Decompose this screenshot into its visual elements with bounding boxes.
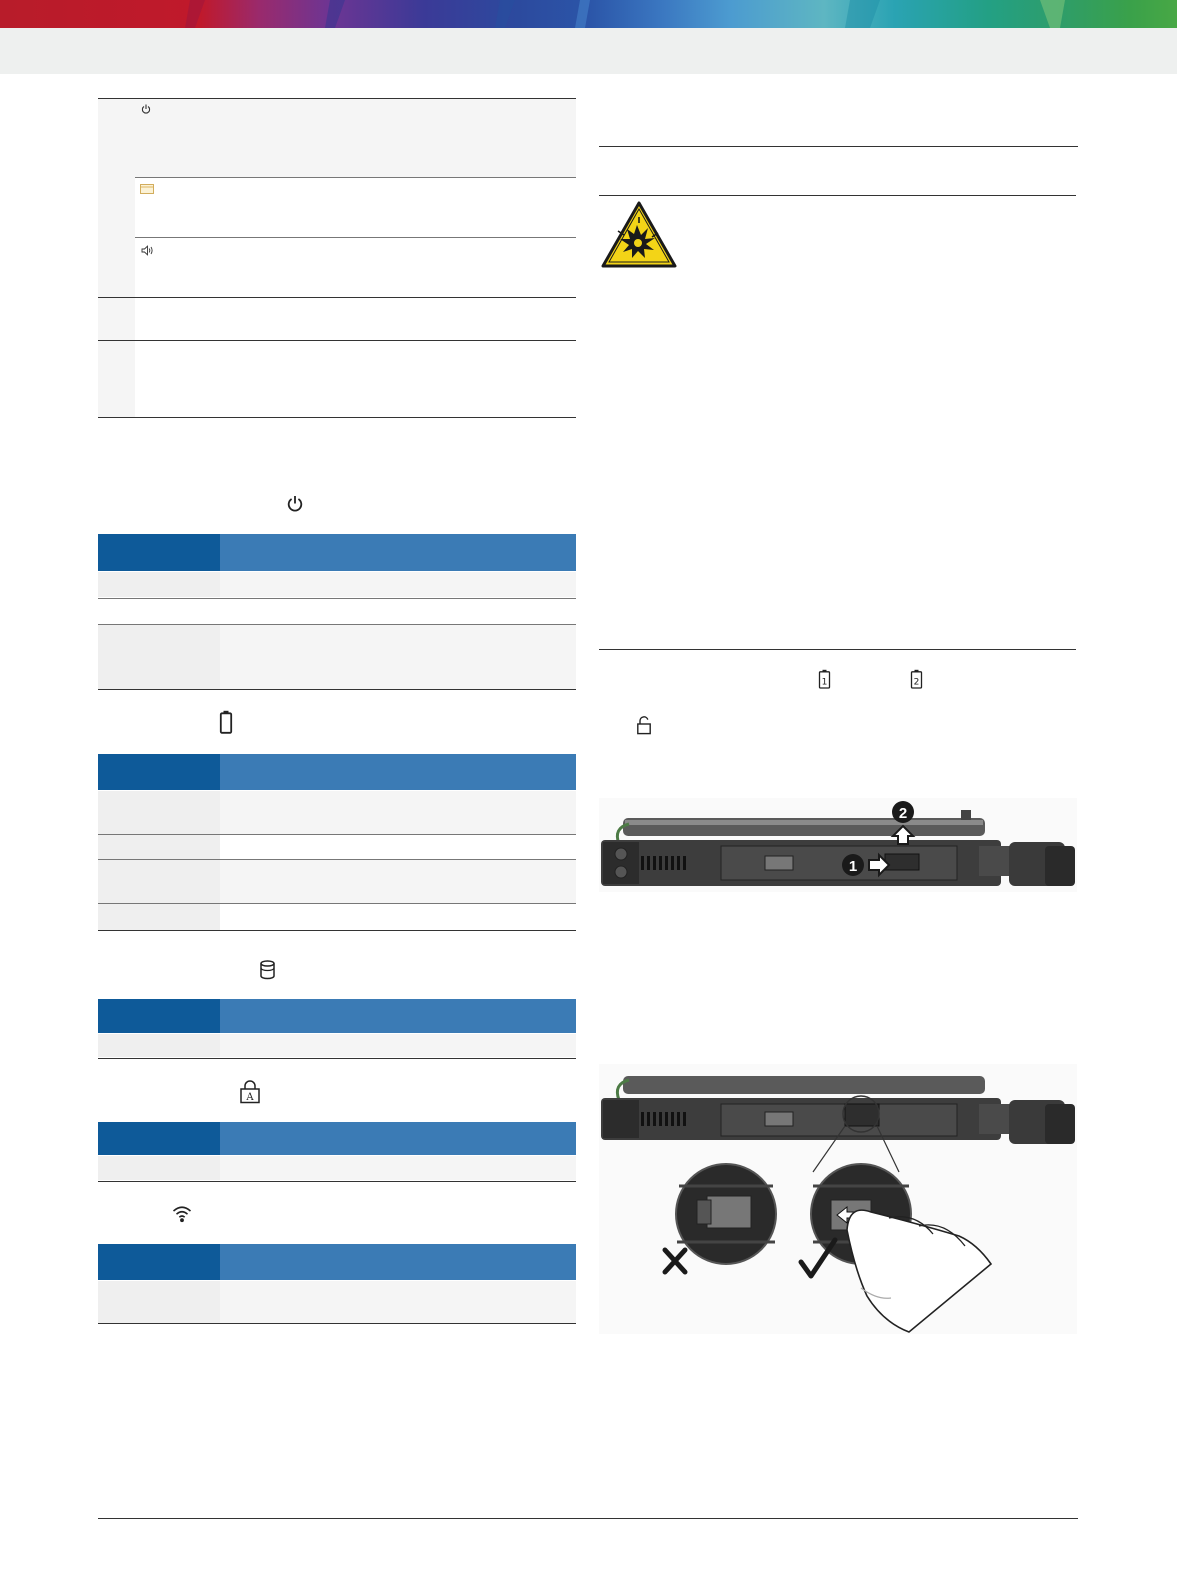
table-rule	[98, 930, 576, 931]
table-row-shade	[98, 298, 135, 340]
table-row-label-cell	[98, 835, 220, 859]
table-row-label-cell	[98, 1281, 220, 1323]
table-header-col2	[220, 999, 576, 1033]
table-header-col2	[220, 1244, 576, 1280]
step-1-label: 1	[848, 858, 858, 875]
svg-text:2: 2	[913, 677, 920, 688]
section-rule	[599, 146, 1078, 147]
table-rule	[98, 417, 576, 418]
header-bar	[0, 28, 1177, 74]
table-rule	[98, 598, 576, 599]
caps-lock-icon	[239, 1080, 261, 1104]
table-rule	[98, 1323, 576, 1324]
table-header-col1	[98, 754, 220, 790]
table-rule	[98, 98, 576, 99]
brand-color-band	[0, 0, 1177, 28]
table-header-col1	[98, 1122, 220, 1155]
table-row-label-cell	[98, 904, 220, 930]
battery-1-icon	[818, 669, 831, 689]
card-reader-icon	[140, 184, 154, 194]
table-rule	[98, 297, 576, 298]
table-header-col1	[98, 1244, 220, 1280]
table-row-label-cell	[98, 625, 220, 689]
table-rule	[135, 177, 576, 178]
battery-icon	[219, 710, 233, 734]
table-rule	[98, 689, 576, 690]
table-rule	[98, 1181, 576, 1182]
power-icon	[286, 495, 304, 513]
section-rule	[599, 195, 1076, 196]
table-row-label-cell	[98, 860, 220, 903]
table-row-label-cell	[98, 1034, 220, 1057]
table-row-label-cell	[98, 791, 220, 834]
svg-text:A: A	[246, 1092, 254, 1103]
battery-latch-illustration	[599, 1064, 1077, 1334]
table-header-col1	[98, 999, 220, 1033]
table-row-shade	[135, 99, 576, 177]
table-row-shade	[98, 99, 135, 297]
table-row-shade	[98, 341, 135, 417]
battery-removal-illustration	[599, 798, 1077, 892]
explosion-warning-icon	[601, 201, 677, 268]
power-icon	[141, 104, 151, 115]
wifi-icon	[172, 1205, 192, 1223]
table-header-col1	[98, 534, 220, 571]
table-header-col2	[220, 534, 576, 571]
table-row-label-cell	[98, 1156, 220, 1180]
storage-icon	[259, 960, 276, 980]
table-rule	[98, 1058, 576, 1059]
table-header-col2	[220, 754, 576, 790]
battery-2-icon	[910, 669, 923, 689]
svg-text:1: 1	[821, 677, 828, 688]
table-rule	[98, 340, 576, 341]
table-row-label-cell	[98, 572, 220, 597]
table-header-col2	[220, 1122, 576, 1155]
section-rule	[599, 649, 1076, 650]
step-2-label: 2	[898, 805, 908, 822]
unlock-icon	[636, 716, 652, 735]
footer-rule	[98, 1518, 1078, 1519]
table-rule	[135, 237, 576, 238]
speaker-icon	[141, 245, 154, 256]
